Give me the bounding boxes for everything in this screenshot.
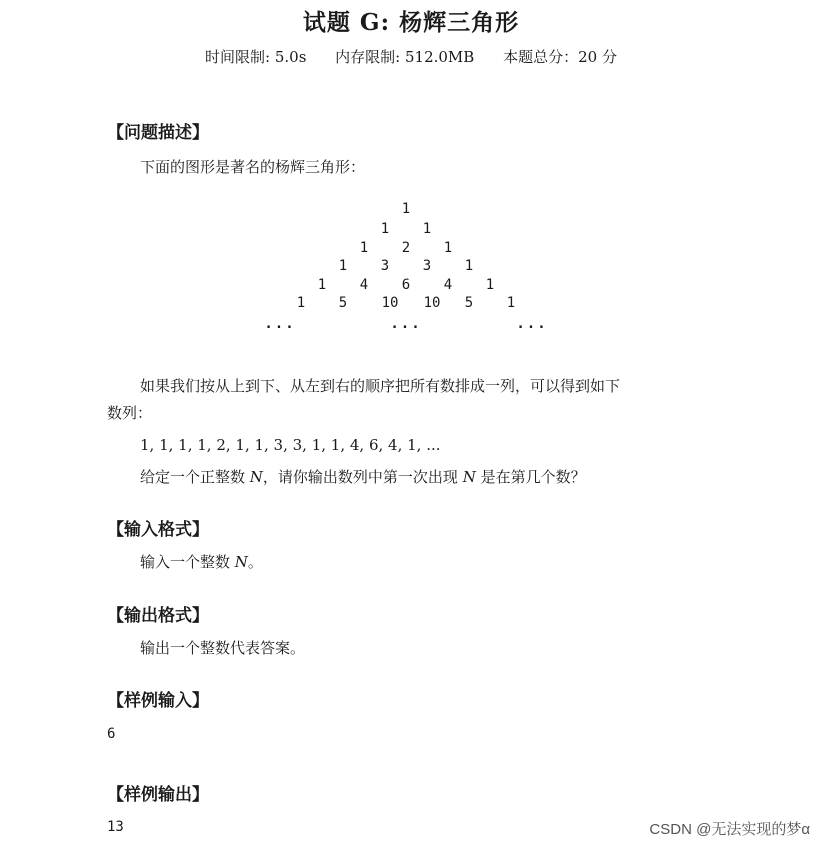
sequence-text: 1, 1, 1, 1, 2, 1, 1, 3, 3, 1, 1, 4, 6, 4, 1, ... <box>140 436 441 454</box>
problem-description-heading: 【问题描述】 <box>107 123 209 143</box>
memory-limit: 内存限制: 512.0MB <box>335 48 475 66</box>
triangle-cell: 1 <box>506 295 516 311</box>
sample-input-value: 6 <box>107 726 116 742</box>
input-format-heading: 【输入格式】 <box>107 520 209 540</box>
triangle-cell: 1 <box>359 240 369 256</box>
sample-output-value: 13 <box>107 819 124 835</box>
output-format-heading: 【输出格式】 <box>107 606 209 626</box>
problem-intro: 下面的图形是著名的杨辉三角形： <box>140 158 366 176</box>
question-part: ，请你输出数列中第一次出现 <box>262 468 463 486</box>
triangle-ellipsis: ... <box>264 316 296 332</box>
triangle-cell: 1 <box>380 221 390 237</box>
csdn-watermark: CSDN @无法实现的梦α <box>649 821 810 838</box>
variable-n: N <box>462 468 476 486</box>
triangle-cell: 5 <box>338 295 348 311</box>
input-text-part: 输入一个整数 <box>140 553 235 571</box>
variable-n: N <box>234 553 248 571</box>
page-title: 试题 G: 杨辉三角形 <box>302 9 520 36</box>
triangle-cell: 3 <box>380 258 390 274</box>
triangle-cell: 1 <box>401 201 411 217</box>
triangle-cell: 5 <box>464 295 474 311</box>
triangle-cell: 1 <box>296 295 306 311</box>
triangle-cell: 1 <box>443 240 453 256</box>
triangle-cell: 4 <box>359 277 369 293</box>
triangle-cell: 10 <box>423 295 441 311</box>
question-part: 给定一个正整数 <box>140 468 250 486</box>
time-limit: 时间限制: 5.0s <box>205 48 307 66</box>
triangle-cell: 1 <box>485 277 495 293</box>
triangle-ellipsis: ... <box>390 316 422 332</box>
triangle-cell: 3 <box>422 258 432 274</box>
triangle-cell: 1 <box>317 277 327 293</box>
sample-output-heading: 【样例输出】 <box>107 785 209 805</box>
triangle-cell: 10 <box>381 295 399 311</box>
description-line-1: 如果我们按从上到下、从左到右的顺序把所有数排成一列，可以得到如下 <box>140 377 621 395</box>
triangle-cell: 1 <box>422 221 432 237</box>
triangle-cell: 1 <box>464 258 474 274</box>
triangle-cell: 2 <box>401 240 411 256</box>
variable-n: N <box>249 468 263 486</box>
total-score: 本题总分：20 分 <box>503 48 617 66</box>
triangle-ellipsis: ... <box>516 316 548 332</box>
output-format-text: 输出一个整数代表答案。 <box>140 639 306 657</box>
triangle-cell: 4 <box>443 277 453 293</box>
description-line-2: 数列： <box>107 404 153 422</box>
input-text-part: 。 <box>247 553 263 571</box>
pascal-triangle <box>0 0 822 340</box>
question-part: 是在第几个数？ <box>475 468 586 486</box>
question-text <box>140 466 586 488</box>
triangle-cell: 1 <box>338 258 348 274</box>
sample-input-heading: 【样例输入】 <box>107 691 209 711</box>
triangle-cell: 6 <box>401 277 411 293</box>
input-format-text <box>140 551 263 573</box>
